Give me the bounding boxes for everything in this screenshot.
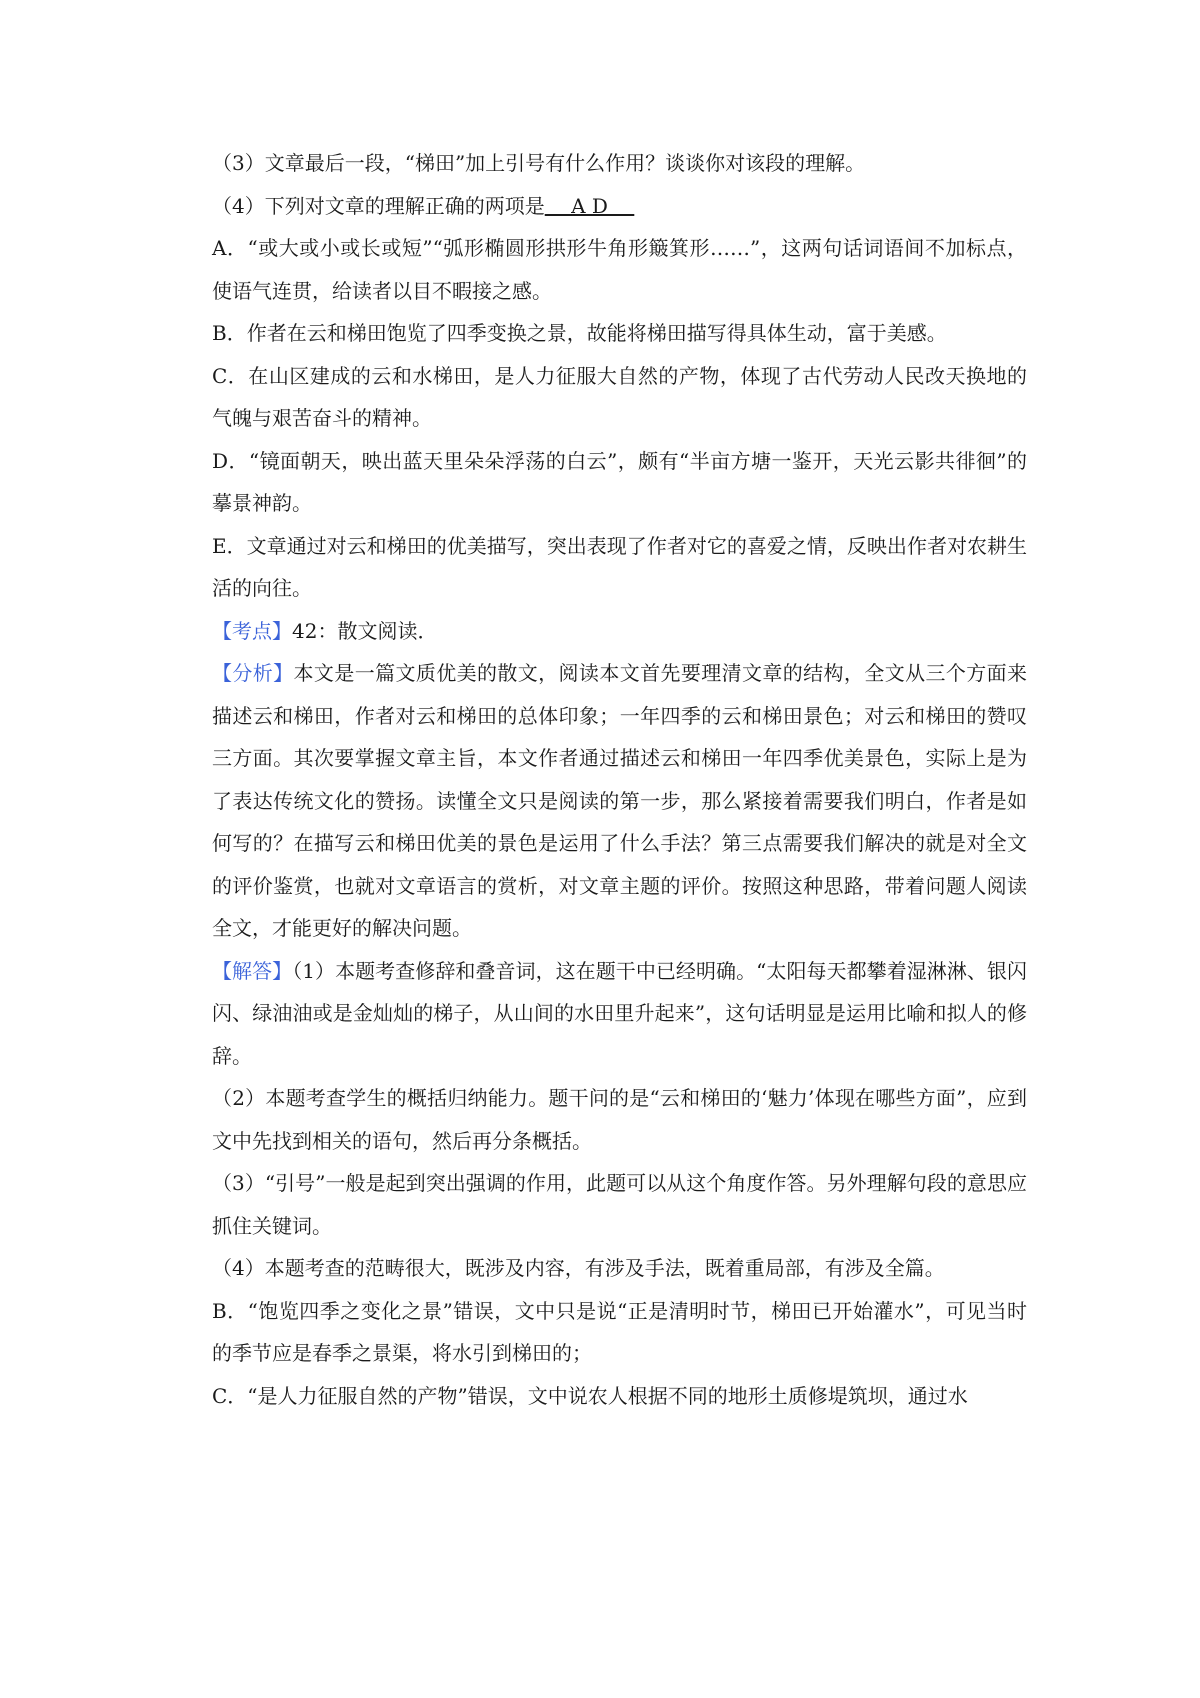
option-b: B．作者在云和梯田饱览了四季变换之景，故能将梯田描写得具体生动，富于美感。 — [212, 321, 947, 345]
fenxi-section — [212, 652, 1027, 950]
jieda-option-c: C．“是人力征服自然的产物”错误，文中说农人根据不同的地形土质修堤筑坝，通过水 — [212, 1383, 968, 1408]
jieda-part-2: （2）本题考查学生的概括归纳能力。题干问的是“云和梯田的‘魅力’体现在哪些方面”，应到文中先找到相关的语句，然后再分条概括。 — [212, 1086, 1027, 1153]
fenxi-text: 本文是一篇文质优美的散文，阅读本文首先要理清文章的结构，全文从三个方面来描述云和梯田，作者对云和梯田的总体印象；一年四季的云和梯田景色；对云和梯田的赞叹三方面。其次要掌握文章主旨，本文作者通过描述云和梯田一年四季优美景色，实际上是为了表达传统文化的赞扬。读懂全文只是阅读的第一步，那么紧接着需要我们明白，作者是如何写的？在描写云和梯田优美的景色是运用了什么手法？第三点需要我们解决的就是对全文的评价鉴赏，也就对文章语言的赏析，对文章主题的评价。按照这种思路，带着问题人阅读全文，才能更好的解决问题。 — [212, 661, 1028, 940]
kaodian-text: 42：散文阅读． — [292, 618, 438, 643]
option-a: A．“或大或小或长或短”“弧形椭圆形拱形牛角形簸箕形……”，这两句话词语间不加标点，使语气连贯，给读者以目不暇接之感。 — [212, 236, 1027, 303]
jieda-part-3: （3）“引号”一般是起到突出强调的作用，此题可以从这个角度作答。另外理解句段的意思应抓住关键词。 — [212, 1171, 1027, 1238]
jieda-part-1: （1）本题考查修辞和叠音词，这在题干中已经明确。“太阳每天都攀着湿淋淋、银闪闪、绿油油或是金灿灿的梯子，从山间的水田里升起来”，这句话明显是运用比喻和拟人的修辞。 — [212, 958, 1027, 1068]
jieda-part-4: （4）本题考查的范畴很大，既涉及内容，有涉及手法，既着重局部，有涉及全篇。 — [212, 1256, 945, 1280]
kaodian-label: 【考点】 — [212, 618, 292, 643]
jieda-option-b: B．“饱览四季之变化之景”错误，文中只是说“正是清明时节，梯田已开始灌水”，可见当时的季节应是春季之景渠，将水引到梯田的； — [212, 1298, 1027, 1365]
page-content — [212, 142, 1027, 1417]
jieda-section — [212, 950, 1027, 1078]
option-d: D．“镜面朝天，映出蓝天里朵朵浮荡的白云”，颇有“半亩方塘一鉴开，天光云影共徘徊”的摹景神韵。 — [212, 448, 1027, 515]
question-4-answer: A D — [544, 193, 635, 218]
question-4-prompt: （4）下列对文章的理解正确的两项是 — [212, 193, 545, 218]
jieda-label: 【解答】 — [212, 958, 293, 983]
fenxi-label: 【分析】 — [212, 661, 294, 685]
option-c: C．在山区建成的云和水梯田，是人力征服大自然的产物，体现了古代劳动人民改天换地的气魄与艰苦奋斗的精神。 — [212, 363, 1027, 430]
question-3: （3）文章最后一段，“梯田”加上引号有什么作用？谈谈你对该段的理解。 — [212, 151, 866, 175]
question-4 — [212, 185, 1027, 228]
kaodian-section — [212, 610, 1027, 653]
option-e: E．文章通过对云和梯田的优美描写，突出表现了作者对它的喜爱之情，反映出作者对农耕生活的向往。 — [212, 533, 1027, 600]
